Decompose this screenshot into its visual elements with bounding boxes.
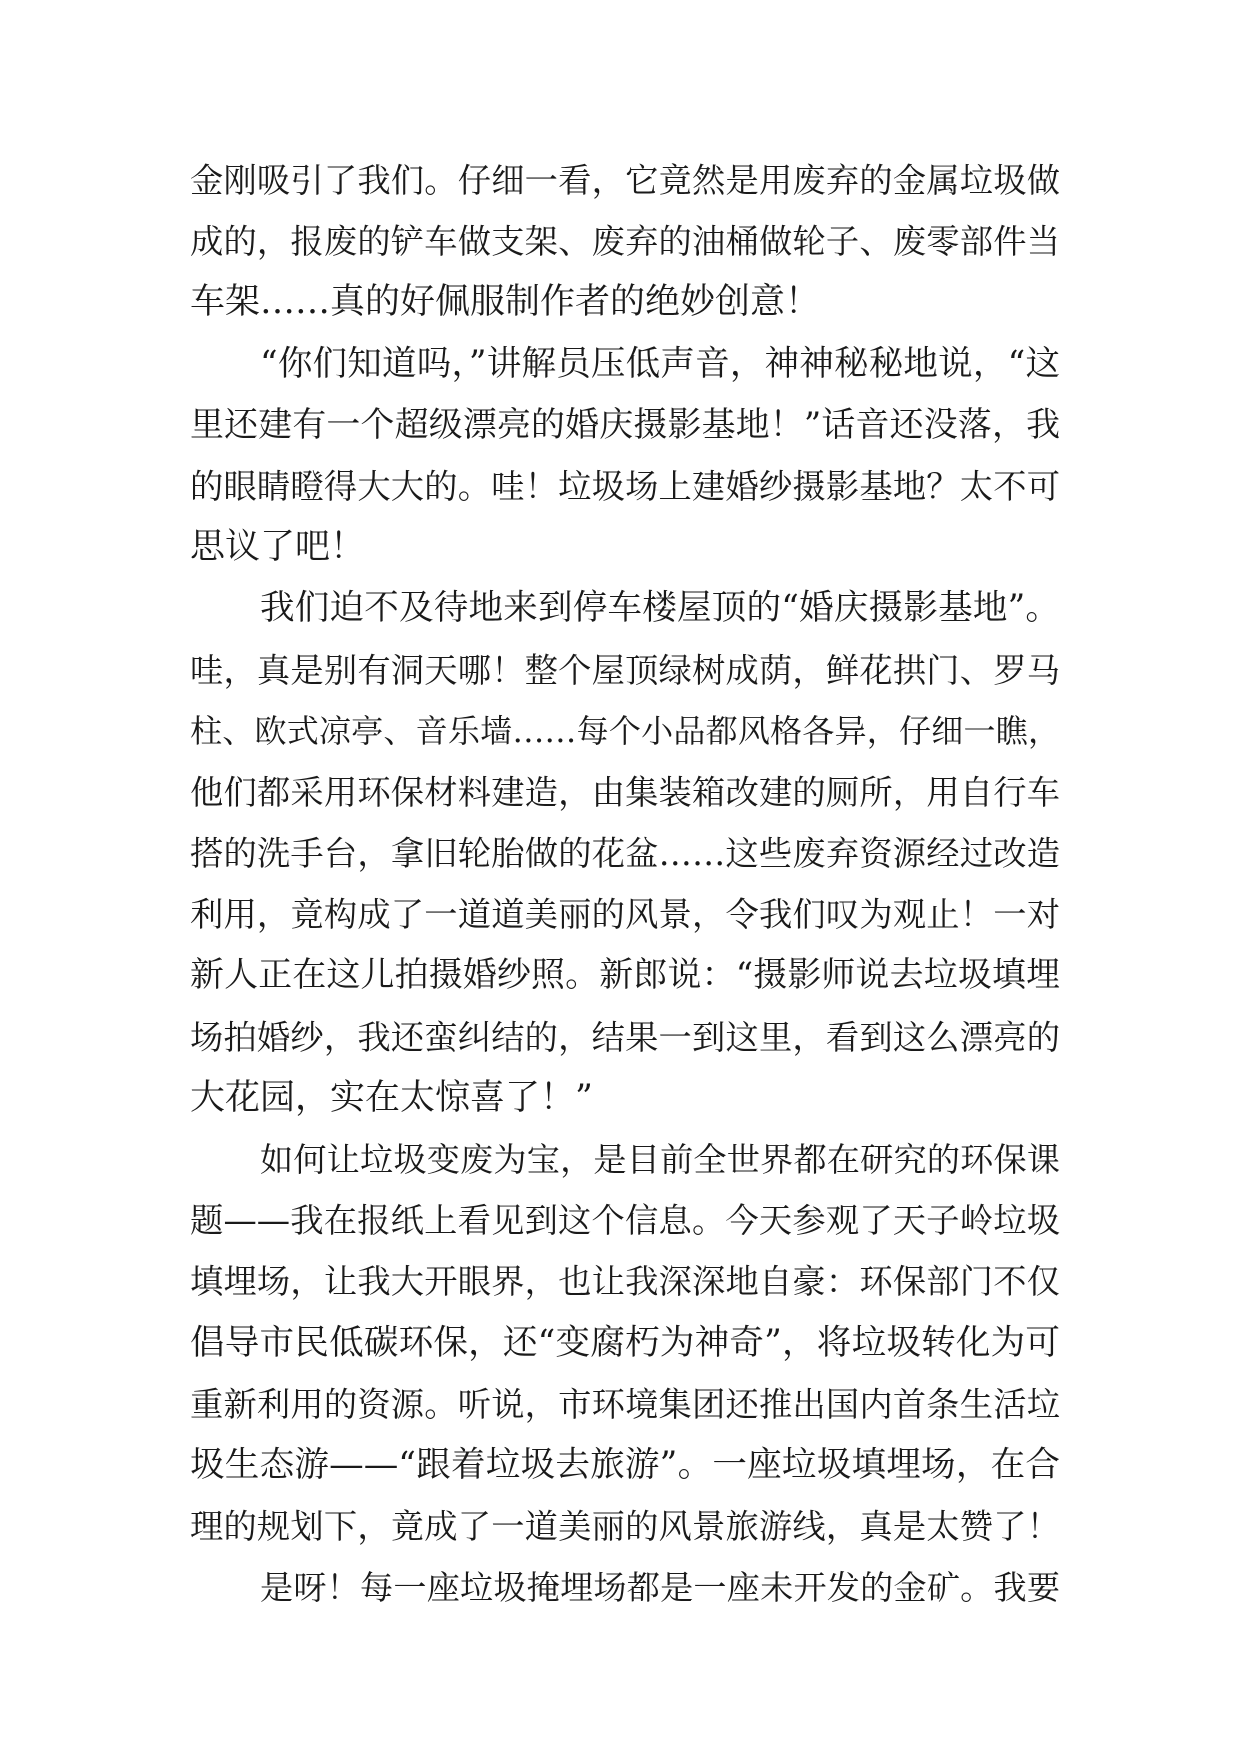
text-line: 他们都采用环保材料建造，由集装箱改建的厕所，用自行车	[190, 772, 1060, 812]
text-line: 成的，报废的铲车做支架、废弃的油桶做轮子、废零部件当	[190, 222, 1060, 262]
text-line: 搭的洗手台，拿旧轮胎做的花盆……这些废弃资源经过改造	[190, 834, 1060, 874]
text-line: 场拍婚纱，我还蛮纠结的，结果一到这里，看到这么漂亮的	[190, 1017, 1060, 1057]
text-line: 理的规划下，竟成了一道美丽的风景旅游线，真是太赞了！	[190, 1507, 1060, 1547]
text-line: 利用，竟构成了一道道美丽的风景，令我们叹为观止！一对	[190, 895, 1060, 935]
text-line: 新人正在这儿拍摄婚纱照。新郎说：“摄影师说去垃圾填埋	[190, 956, 1060, 996]
text-line: 倡导市民低碳环保，还“变腐朽为神奇”，将垃圾转化为可	[190, 1322, 1060, 1363]
text-line: 题——我在报纸上看见到这个信息。今天参观了天子岭垃圾	[190, 1201, 1060, 1241]
text-line: 金刚吸引了我们。仔细一看，它竟然是用废弃的金属垃圾做	[190, 161, 1060, 200]
text-line: 思议了吧！	[190, 527, 366, 568]
text-line: 如何让垃圾变废为宝，是目前全世界都在研究的环保课	[260, 1140, 1060, 1179]
text-line: 的眼睛瞪得大大的。哇！垃圾场上建婚纱摄影基地？太不可	[190, 466, 1060, 506]
text-line: 圾生态游——“跟着垃圾去旅游”。一座垃圾填埋场，在合	[190, 1444, 1060, 1485]
text-line: 我们迫不及待地来到停车楼屋顶的“婚庆摄影基地”。	[260, 588, 1060, 629]
text-line: “你们知道吗，”讲解员压低声音，神神秘秘地说，“这	[260, 343, 1060, 384]
text-line: 哇，真是别有洞天哪！整个屋顶绿树成荫，鲜花拱门、罗马	[190, 650, 1060, 690]
text-line: 车架……真的好佩服制作者的绝妙创意！	[190, 282, 821, 323]
text-line: 柱、欧式凉亭、音乐墙……每个小品都风格各异，仔细一瞧，	[190, 711, 1060, 750]
text-line: 大花园，实在太惊喜了！”	[190, 1077, 593, 1118]
text-line: 里还建有一个超级漂亮的婚庆摄影基地！”话音还没落，我	[190, 405, 1060, 445]
document-body	[190, 150, 1060, 1619]
text-line: 重新利用的资源。听说，市环境集团还推出国内首条生活垃	[190, 1384, 1060, 1424]
text-line: 是呀！每一座垃圾掩埋场都是一座未开发的金矿。我要	[260, 1568, 1060, 1608]
text-line: 填埋场，让我大开眼界，也让我深深地自豪：环保部门不仅	[190, 1262, 1060, 1302]
